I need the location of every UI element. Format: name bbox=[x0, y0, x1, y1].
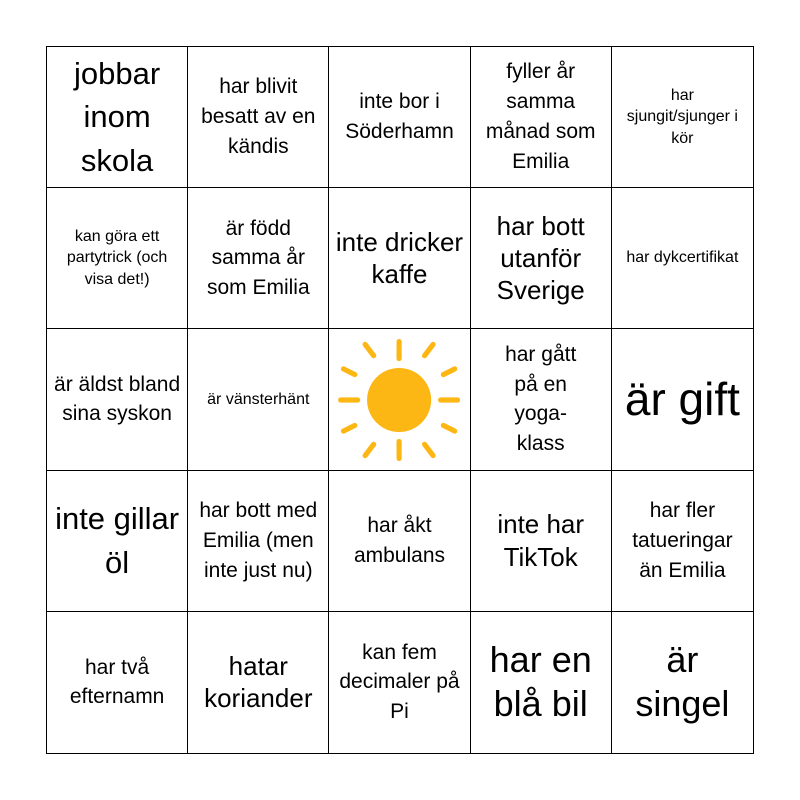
bingo-cell[interactable] bbox=[612, 471, 753, 612]
cell-label: fyller år samma månad som Emilia bbox=[485, 60, 596, 173]
bingo-cell[interactable] bbox=[47, 329, 188, 470]
cell-label: har bott utanför Sverige bbox=[496, 210, 585, 306]
bingo-cell[interactable] bbox=[47, 47, 188, 188]
cell-label: har åkt ambulans bbox=[353, 513, 446, 567]
bingo-cell[interactable] bbox=[329, 471, 470, 612]
cell-label: är singel bbox=[635, 638, 730, 725]
cell-label: har blivit besatt av en kändis bbox=[201, 75, 316, 158]
bingo-cell[interactable] bbox=[329, 47, 470, 188]
cell-label: inte dricker kaffe bbox=[335, 227, 464, 290]
cell-label: kan fem decimaler på Pi bbox=[339, 640, 460, 724]
free-space-cell[interactable] bbox=[329, 329, 470, 470]
cell-label: har en blå bil bbox=[489, 638, 592, 725]
bingo-cell[interactable] bbox=[612, 329, 753, 470]
cell-label: kan göra ett partytrick (och visa det!) bbox=[66, 227, 168, 289]
cell-label: inte bor i Söderhamn bbox=[345, 90, 454, 144]
cell-label: inte gillar öl bbox=[55, 501, 180, 580]
bingo-cell[interactable] bbox=[188, 329, 329, 470]
cell-label: är äldst bland sina syskon bbox=[54, 372, 181, 426]
bingo-cell[interactable] bbox=[188, 612, 329, 753]
cell-label: jobbar inom skola bbox=[74, 56, 161, 178]
bingo-cell[interactable] bbox=[612, 47, 753, 188]
bingo-cell[interactable] bbox=[47, 471, 188, 612]
bingo-cell[interactable] bbox=[612, 188, 753, 329]
bingo-cell[interactable] bbox=[188, 47, 329, 188]
cell-label: har två efternamn bbox=[69, 655, 165, 709]
bingo-cell[interactable] bbox=[47, 188, 188, 329]
bingo-cell[interactable] bbox=[471, 471, 612, 612]
bingo-cell[interactable] bbox=[471, 47, 612, 188]
bingo-cell[interactable] bbox=[188, 188, 329, 329]
bingo-cell[interactable] bbox=[471, 188, 612, 329]
bingo-cell[interactable] bbox=[188, 471, 329, 612]
bingo-cell[interactable] bbox=[612, 612, 753, 753]
cell-label: inte har TikTok bbox=[497, 509, 585, 572]
cell-label: har bott med Emilia (men inte just nu) bbox=[199, 498, 318, 582]
cell-label: är gift bbox=[624, 373, 740, 426]
cell-label: har gått på en yoga-klass bbox=[505, 342, 577, 456]
cell-label: hatar koriander bbox=[204, 651, 313, 714]
bingo-cell[interactable] bbox=[329, 612, 470, 753]
sun-icon bbox=[335, 332, 463, 468]
bingo-board bbox=[46, 46, 754, 754]
cell-label: är född samma år som Emilia bbox=[206, 216, 310, 300]
bingo-cell[interactable] bbox=[329, 188, 470, 329]
cell-label: har fler tatueringar än Emilia bbox=[632, 498, 733, 582]
cell-label: har sjungit/sjunger i kör bbox=[626, 86, 738, 147]
bingo-cell[interactable] bbox=[47, 612, 188, 753]
cell-label: är vänsterhänt bbox=[207, 390, 310, 408]
cell-label: har dykcertifikat bbox=[626, 249, 739, 267]
bingo-cell[interactable] bbox=[471, 329, 612, 470]
bingo-cell[interactable] bbox=[471, 612, 612, 753]
